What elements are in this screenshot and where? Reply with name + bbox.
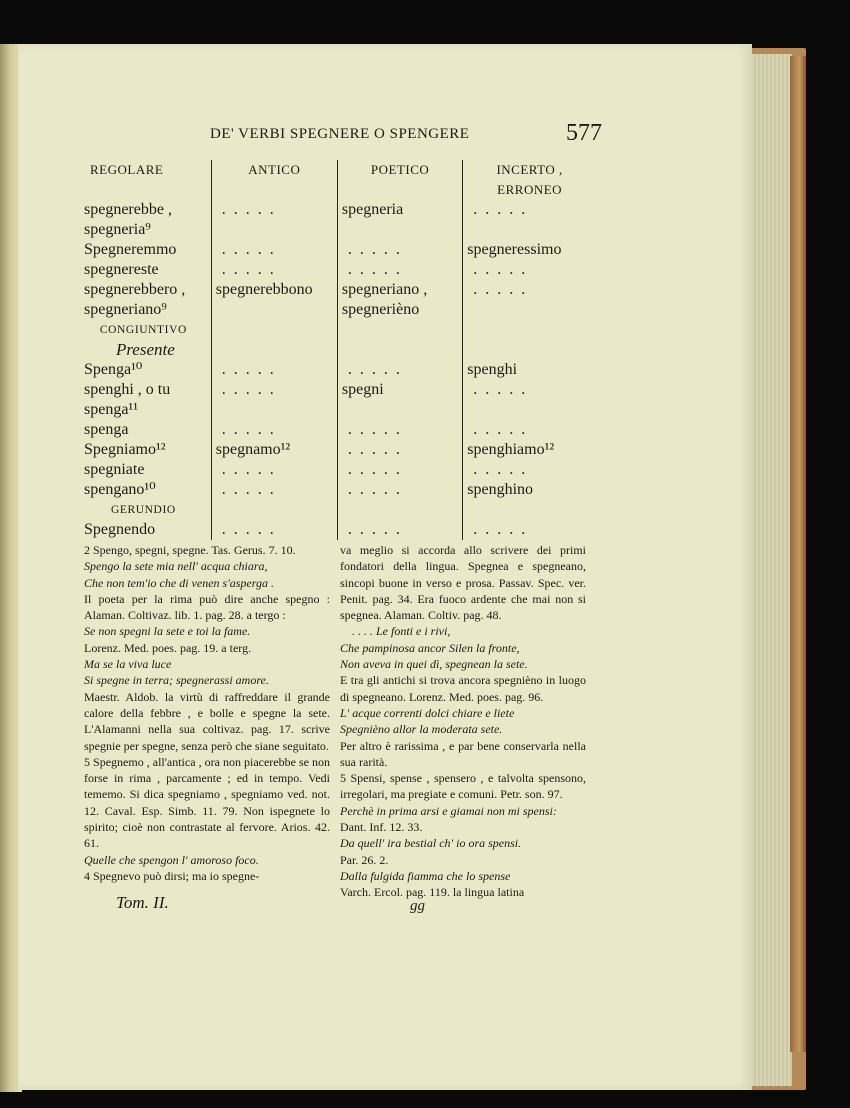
table-cell: ..... <box>337 360 462 380</box>
table-cell: spengano¹⁰ <box>84 481 156 498</box>
table-cell: Spegniamo¹² <box>84 441 166 458</box>
table-row <box>80 320 596 340</box>
table-cell: spegneria⁹ <box>84 221 151 238</box>
section-label: CONGIUNTIVO <box>99 324 187 336</box>
footnote-line: Spegnièno allor la moderata sete. <box>340 722 503 737</box>
table-cell: spegnamo¹² <box>211 440 337 460</box>
table-row <box>80 240 596 260</box>
table-cell: ..... <box>463 520 596 540</box>
table-cell <box>463 220 596 240</box>
table-cell <box>463 320 596 340</box>
table-cell: ..... <box>211 380 337 400</box>
footnote-line: Spengo la sete mia nell' acqua chiara, <box>84 559 268 574</box>
table-cell: spegnerebbe , <box>84 201 172 218</box>
footnote-line: L' acque correnti dolci chiare e liete <box>340 705 515 720</box>
table-cell: spegneria <box>337 200 462 220</box>
footnote-line: Dant. Inf. 12. 33. <box>340 820 423 835</box>
table-cell: spenghi , o tu <box>84 381 171 398</box>
table-cell: spenghi <box>463 360 596 380</box>
table-cell: spenghino <box>463 480 596 500</box>
footnote-line: Che pampinosa ancor Silen la fronte, <box>340 640 520 655</box>
table-row <box>80 400 596 420</box>
running-title: DE' VERBI SPEGNERE O SPENGERE <box>210 126 470 142</box>
footnote-line: Per altro è rarissima , e par bene conservarla nella sua rarità. <box>340 738 586 769</box>
footnote-line: Par. 26. 2. <box>340 852 389 867</box>
table-cell <box>337 220 462 240</box>
section-label: GERUNDIO <box>110 504 176 516</box>
table-cell: spegniate <box>84 461 145 478</box>
table-cell <box>211 220 337 240</box>
table-row <box>80 360 596 380</box>
table-cell: ..... <box>211 480 337 500</box>
table-cell: ..... <box>211 520 337 540</box>
table-cell: spegneriano , <box>337 280 462 300</box>
page-block-edges <box>752 54 792 1086</box>
footnote-line: 2 Spengo, spegni, spegne. Tas. Gerus. 7. 10. <box>84 543 296 557</box>
table-cell: Spegnendo <box>84 521 156 538</box>
column-header-regolare: REGOLARE <box>90 162 164 177</box>
footnotes-left-column <box>84 542 330 884</box>
page-number: 577 <box>566 120 602 146</box>
table-row <box>80 380 596 400</box>
footnote-line: Non aveva in quei dì, spegnean la sete. <box>340 657 528 672</box>
table-row <box>80 420 596 440</box>
table-cell: ..... <box>463 260 596 280</box>
table-row <box>80 280 596 300</box>
table-cell <box>211 340 337 360</box>
table-cell: ..... <box>463 200 596 220</box>
footnote-line: Ma se la viva luce <box>84 657 172 672</box>
table-row <box>80 200 596 220</box>
table-cell <box>337 320 462 340</box>
table-cell: ..... <box>463 280 596 300</box>
table-cell <box>463 300 596 320</box>
table-row <box>80 260 596 280</box>
table-row <box>80 300 596 320</box>
table-row <box>80 340 596 360</box>
table-cell: ..... <box>463 380 596 400</box>
footnote-line: Dalla fulgida fiamma che lo spense <box>340 868 511 883</box>
table-header-row <box>80 160 596 200</box>
footnote-line: Se non spegni la sete e toi la fame. <box>84 624 251 639</box>
table-cell: spegnerebbero , <box>84 281 186 298</box>
column-header-poetico: POETICO <box>337 160 462 200</box>
table-cell <box>463 500 596 520</box>
table-cell <box>337 400 462 420</box>
table-cell: ..... <box>211 240 337 260</box>
table-cell: spenghiamo¹² <box>463 440 596 460</box>
table-cell: spegnerebbono <box>211 280 337 300</box>
table-cell: ..... <box>463 420 596 440</box>
table-cell <box>211 320 337 340</box>
table-cell: ..... <box>337 240 462 260</box>
table-cell: spegnerièno <box>337 300 462 320</box>
footnotes-right-column <box>340 542 586 901</box>
table-cell: ..... <box>337 260 462 280</box>
table-cell: ..... <box>211 360 337 380</box>
table-cell: ..... <box>211 260 337 280</box>
footnote-line: E tra gli antichi si trova ancora spegnièno in luogo di spegneano. Lorenz. Med. poes. pag. 96. <box>340 673 586 704</box>
gathering-mark: gg <box>410 898 425 914</box>
volume-signature: Tom. II. <box>116 893 169 912</box>
footnote-line: 5 Spensi, spense , spensero , e talvolta spensono, irregolari, ma pregiate e comuni. Petr. son. 97. <box>340 771 586 802</box>
footnote-line: Lorenz. Med. poes. pag. 19. a terg. <box>84 640 252 655</box>
footnote-line: Da quell' ira bestial ch' io ora spensi. <box>340 836 522 851</box>
table-row <box>80 220 596 240</box>
table-cell <box>211 400 337 420</box>
footnote-line: . . . . Le fonti e i rivi, <box>352 624 451 639</box>
footnote-line: Che non tem'io che di venen s'asperga . <box>84 575 274 590</box>
table-cell <box>463 400 596 420</box>
table-cell <box>463 340 596 360</box>
table-cell: Spenga¹⁰ <box>84 361 143 378</box>
table-cell: ..... <box>337 420 462 440</box>
table-cell: spenga¹¹ <box>84 401 139 418</box>
section-label: Presente <box>115 340 175 359</box>
table-cell <box>211 500 337 520</box>
column-header-antico: ANTICO <box>211 160 337 200</box>
table-cell: ..... <box>463 460 596 480</box>
table-cell: spegneriano⁹ <box>84 301 167 318</box>
column-header-incerto: INCERTO , ERRONEO <box>463 160 596 200</box>
table-row <box>80 500 596 520</box>
footnote-line: va meglio si accorda allo scrivere dei primi fondatori della lingua. Spegnea e spegneano, sincopi buone in verso e prosa. Passav. Spec. ver. Penit. pag. 34. Era fuoco ardente che mai non si spegnea. Alaman. Coltiv. pag. 48. <box>340 543 586 623</box>
table-body <box>80 200 596 540</box>
footnote-line: Quelle che spengon l' amoroso foco. <box>84 852 259 867</box>
footnote-line: Perchè in prima arsi e giamai non mi spensi: <box>340 803 557 818</box>
table-cell: ..... <box>337 460 462 480</box>
table-cell <box>337 340 462 360</box>
table-cell: spegnereste <box>84 261 159 278</box>
table-cell: ..... <box>211 460 337 480</box>
footnote-line: 5 Spegnemo , all'antica , ora non piacerebbe se non forse in rima , parcamente ; ed in tempo. Vedi tememo. Si dica spegniamo , spegniamo ved. not. 12. Caval. Esp. Simb. 11. 79. Non ispegnete lo spirito; cioè non contrastate al fervore. Arios. 42. 61. <box>84 754 330 851</box>
table-row <box>80 460 596 480</box>
footnote-line: Si spegne in terra; spegnerassi amore. <box>84 673 269 688</box>
table-cell: ..... <box>211 200 337 220</box>
table-cell: spenga <box>84 421 129 438</box>
table-cell <box>337 500 462 520</box>
table-cell: ..... <box>337 520 462 540</box>
table-cell <box>211 300 337 320</box>
table-cell: Spegneremmo <box>84 241 177 258</box>
book-cover-edge <box>790 56 806 1052</box>
table-cell: ..... <box>337 440 462 460</box>
table-cell: ..... <box>337 480 462 500</box>
footnote-line: Maestr. Aldob. la virtù di raffreddare il grande calore della febbre , e bolle e spegne la sete. L'Alamanni nella sua coltivaz. pag. 17. scrive spegnie per spegne, senza però che siane seguitato. <box>84 689 330 753</box>
conjugation-table <box>80 160 596 540</box>
table-row <box>80 480 596 500</box>
footnote-line: Il poeta per la rima può dire anche spegno : Alaman. Coltivaz. lib. 1. pag. 28. a tergo : <box>84 591 330 623</box>
footnote-line: Varch. Ercol. pag. 119. la lingua latina <box>340 885 525 900</box>
table-cell: ..... <box>211 420 337 440</box>
table-cell: spegneressimo <box>463 240 596 260</box>
table-row <box>80 520 596 540</box>
table-row <box>80 440 596 460</box>
footnote-line: 4 Spegnevo può dirsi; ma io spegne- <box>84 868 260 883</box>
table-cell: spegni <box>337 380 462 400</box>
